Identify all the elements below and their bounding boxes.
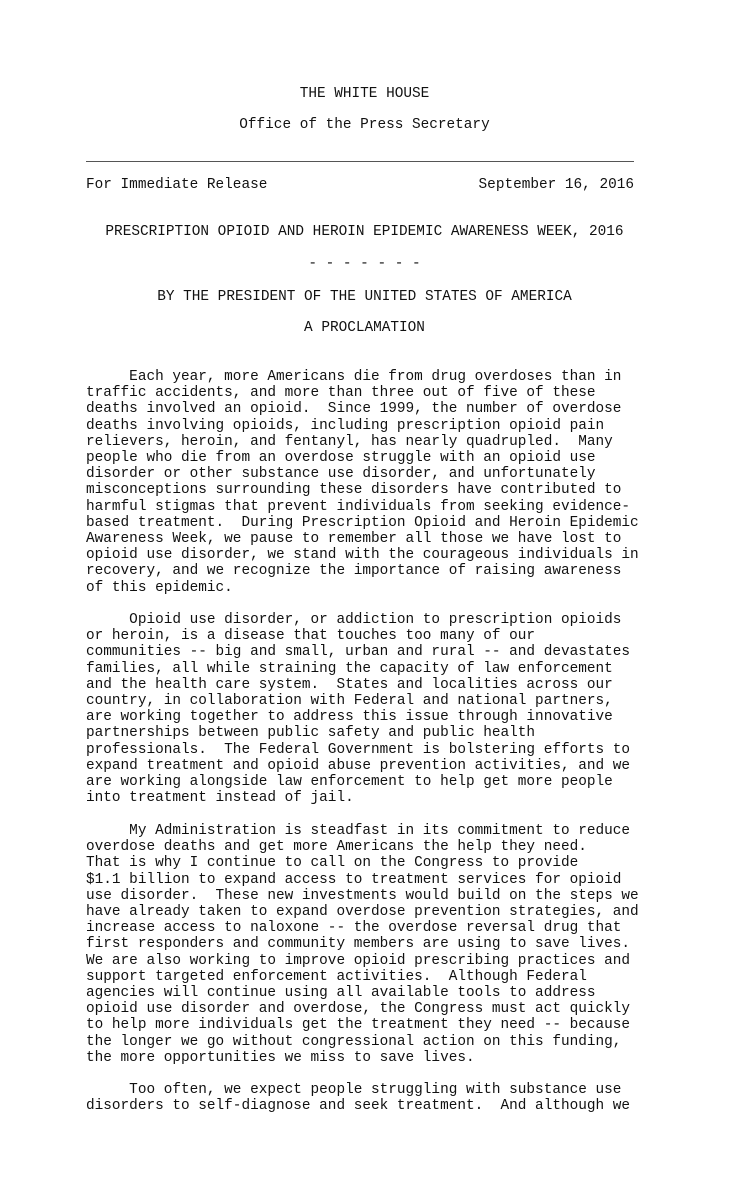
institution-heading: THE WHITE HOUSE [299, 86, 430, 102]
paragraph-3: My Administration is steadfast in its commitment to reduce overdose deaths and get more Americans the help they need. That is why I continue to call on the Congress to provide $1.1 billion to expand access to treatment services for opioid use disorder. These new investments would build on the steps we have already taken to expand overdose prevention strategies, and increase access to naloxone -- the overdose reversal drug that first responders and community members are using to save lives. We are also working to improve opioid prescribing practices and support targeted enforcement activities. Although Federal agencies will continue using all available tools to address opioid use disorder and overdose, the Congress must act quickly to help more individuals get the treatment they need -- because the longer we go without congressional action on this funding, the more opportunities we miss to save lives. [86, 823, 639, 1066]
office-heading: Office of the Press Secretary [239, 117, 490, 133]
document-type: A PROCLAMATION [304, 320, 425, 336]
paragraph-2: Opioid use disorder, or addiction to prescription opioids or heroin, is a disease that touches too many of our communities -- big and small, urban and rural -- and devastates families, all while straining the capacity of law enforcement and the health care system. States and localities across our country, in collaboration with Federal and national partners, are working together to address this issue through innovative partnerships between public safety and public health professionals. The Federal Government is bolstering efforts to expand treatment and opioid abuse prevention activities, and we are working alongside law enforcement to help get more people into treatment instead of jail. [86, 612, 631, 807]
title-separator: - - - - - - - [308, 256, 421, 272]
release-row [86, 177, 634, 194]
release-date: September 16, 2016 [478, 177, 634, 193]
proclamation-title: PRESCRIPTION OPIOID AND HEROIN EPIDEMIC AWARENESS WEEK, 2016 [105, 224, 624, 240]
paragraph-4: Too often, we expect people struggling with substance use disorders to self-diagnose and seek treatment. And although we [86, 1082, 631, 1115]
byline: BY THE PRESIDENT OF THE UNITED STATES OF AMERICA [157, 289, 572, 305]
paragraph-1: Each year, more Americans die from drug overdoses than in traffic accidents, and more than three out of five of these deaths involved an opioid. Since 1999, the number of overdose deaths involving opioids, including prescription opioid pain relievers, heroin, and fentanyl, has nearly quadrupled. Many people who die from an overdose struggle with an opioid use disorder or other substance use disorder, and unfortunately misconceptions surrounding these disorders have contributed to harmful stigmas that prevent individuals from seeking evidence- based treatment. During Prescription Opioid and Heroin Epidemic Awareness Week, we pause to remember all those we have lost to opioid use disorder, we stand with the courageous individuals in recovery, and we recognize the importance of raising awareness of this epidemic. [86, 369, 639, 596]
header-divider [86, 161, 634, 162]
release-label: For Immediate Release [86, 177, 268, 193]
